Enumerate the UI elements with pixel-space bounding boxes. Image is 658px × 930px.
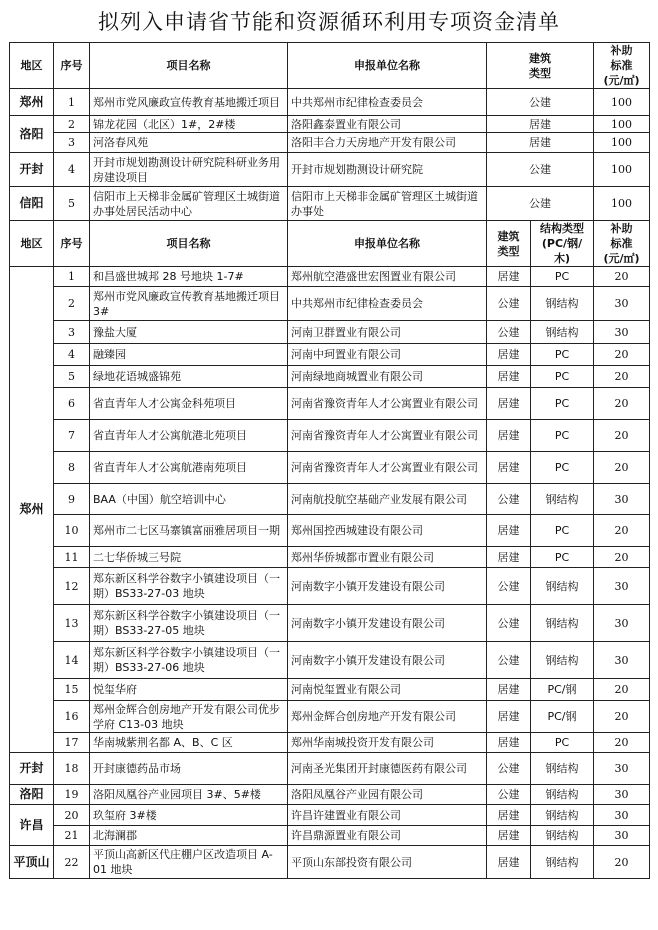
structure-type: PC: [531, 515, 594, 547]
col-header-region: 地区: [10, 43, 54, 89]
unit-name: 中共郑州市纪律检查委员会: [288, 89, 487, 116]
row-no: 20: [54, 805, 90, 826]
project-name: 省直青年人才公寓航港南苑项目: [90, 452, 288, 484]
table-row: [10, 785, 650, 805]
region-cell: 郑州: [10, 267, 54, 753]
unit-name: 河南数字小镇开发建设有限公司: [288, 642, 487, 679]
unit-name: 河南省豫资青年人才公寓置业有限公司: [288, 420, 487, 452]
structure-type: PC: [531, 344, 594, 366]
subsidy-value: 20: [594, 701, 650, 733]
subsidy-value: 20: [594, 452, 650, 484]
col-header-project: 项目名称: [90, 221, 288, 267]
unit-name: 信阳市上天梯非金属矿管理区土城街道办事处: [288, 187, 487, 221]
col-header-project: 项目名称: [90, 43, 288, 89]
subsidy-value: 20: [594, 420, 650, 452]
building-type: 公建: [487, 605, 531, 642]
building-type: 居建: [487, 515, 531, 547]
row-no: 17: [54, 733, 90, 753]
table-row: [10, 733, 650, 753]
building-type: 公建: [487, 484, 531, 515]
structure-type: PC: [531, 366, 594, 388]
subsidy-value: 30: [594, 826, 650, 846]
region-cell: 信阳: [10, 187, 54, 221]
subsidy-value: 20: [594, 366, 650, 388]
project-name: 豫盐大厦: [90, 321, 288, 344]
row-no: 2: [54, 287, 90, 321]
unit-name: 河南中珂置业有限公司: [288, 344, 487, 366]
project-name: 开封市规划勘测设计研究院科研业务用房建设项目: [90, 153, 288, 187]
row-no: 19: [54, 785, 90, 805]
row-no: 16: [54, 701, 90, 733]
table-row: [10, 344, 650, 366]
building-type: 公建: [487, 153, 594, 187]
table-row: [10, 287, 650, 321]
structure-type: PC/钢: [531, 679, 594, 701]
row-no: 5: [54, 366, 90, 388]
subsidy-value: 100: [594, 133, 650, 153]
structure-type: 钢结构: [531, 484, 594, 515]
project-name: 郑州金辉合创房地产开发有限公司优步学府 C13-03 地块: [90, 701, 288, 733]
table-row: [10, 133, 650, 153]
subsidy-value: 20: [594, 388, 650, 420]
unit-name: 许昌许建置业有限公司: [288, 805, 487, 826]
unit-name: 河南航投航空基础产业发展有限公司: [288, 484, 487, 515]
table-row: [10, 388, 650, 420]
unit-name: 郑州航空港盛世宏图置业有限公司: [288, 267, 487, 287]
row-no: 22: [54, 846, 90, 879]
unit-name: 洛阳鑫泰置业有限公司: [288, 116, 487, 133]
project-name: 省直青年人才公寓航港北苑项目: [90, 420, 288, 452]
building-type: 公建: [487, 287, 531, 321]
row-no: 3: [54, 133, 90, 153]
row-no: 15: [54, 679, 90, 701]
building-type: 公建: [487, 89, 594, 116]
table-row: [10, 805, 650, 826]
unit-name: 河南省豫资青年人才公寓置业有限公司: [288, 388, 487, 420]
project-name: 河洛春风苑: [90, 133, 288, 153]
row-no: 21: [54, 826, 90, 846]
table-row: [10, 547, 650, 568]
structure-type: PC: [531, 733, 594, 753]
project-name: 融臻园: [90, 344, 288, 366]
subsidy-value: 20: [594, 846, 650, 879]
structure-type: 钢结构: [531, 605, 594, 642]
unit-name: 河南数字小镇开发建设有限公司: [288, 568, 487, 605]
project-name: 开封康德药品市场: [90, 753, 288, 785]
row-no: 6: [54, 388, 90, 420]
region-cell: 郑州: [10, 89, 54, 116]
project-name: 和昌盛世城邦 28 号地块 1-7#: [90, 267, 288, 287]
unit-name: 河南圣光集团开封康德医药有限公司: [288, 753, 487, 785]
subsidy-value: 30: [594, 785, 650, 805]
project-name: 郑州市党风廉政宣传教育基地搬迁项目 3#: [90, 287, 288, 321]
subsidy-value: 20: [594, 515, 650, 547]
row-no: 7: [54, 420, 90, 452]
row-no: 4: [54, 344, 90, 366]
subsidy-value: 100: [594, 116, 650, 133]
project-name: 洛阳凤凰谷产业园项目 3#、5#楼: [90, 785, 288, 805]
project-name: 郑州市二七区马寨镇富丽雅居项目一期: [90, 515, 288, 547]
subsidy-value: 20: [594, 679, 650, 701]
structure-type: 钢结构: [531, 846, 594, 879]
subsidy-value: 20: [594, 547, 650, 568]
building-type: 居建: [487, 388, 531, 420]
row-no: 12: [54, 568, 90, 605]
structure-type: 钢结构: [531, 321, 594, 344]
structure-type: 钢结构: [531, 642, 594, 679]
unit-name: 郑州金辉合创房地产开发有限公司: [288, 701, 487, 733]
building-type: 居建: [487, 420, 531, 452]
unit-name: 平顶山东部投资有限公司: [288, 846, 487, 879]
building-type: 居建: [487, 547, 531, 568]
building-type: 公建: [487, 642, 531, 679]
table-body: [10, 43, 650, 879]
table-row: [10, 568, 650, 605]
page-title: 拟列入申请省节能和资源循环利用专项资金清单: [98, 10, 560, 34]
subsidy-table: [9, 42, 650, 879]
unit-name: 许昌鼎源置业有限公司: [288, 826, 487, 846]
structure-type: PC: [531, 267, 594, 287]
col-header-type: 建筑 类型: [487, 221, 531, 267]
table-row: [10, 420, 650, 452]
structure-type: PC: [531, 547, 594, 568]
unit-name: 河南绿地商城置业有限公司: [288, 366, 487, 388]
unit-name: 河南数字小镇开发建设有限公司: [288, 605, 487, 642]
structure-type: 钢结构: [531, 753, 594, 785]
row-no: 10: [54, 515, 90, 547]
structure-type: PC: [531, 452, 594, 484]
building-type: 公建: [487, 321, 531, 344]
building-type: 居建: [487, 826, 531, 846]
region-cell: 洛阳: [10, 116, 54, 153]
row-no: 1: [54, 89, 90, 116]
table-row: [10, 846, 650, 879]
table-row: [10, 605, 650, 642]
building-type: 居建: [487, 344, 531, 366]
subsidy-value: 100: [594, 89, 650, 116]
structure-type: PC/钢: [531, 701, 594, 733]
project-name: 信阳市上天梯非金属矿管理区土城街道办事处居民活动中心: [90, 187, 288, 221]
structure-type: 钢结构: [531, 568, 594, 605]
table-row: [10, 153, 650, 187]
project-name: 锦龙花园（北区）1#，2#楼: [90, 116, 288, 133]
subsidy-value: 20: [594, 344, 650, 366]
building-type: 居建: [487, 733, 531, 753]
col-header-structure: 结构类型 (PC/钢/木): [531, 221, 594, 267]
table1-header-row: [10, 43, 650, 89]
building-type: 居建: [487, 133, 594, 153]
col-header-type: 建筑 类型: [487, 43, 594, 89]
unit-name: 河南省豫资青年人才公寓置业有限公司: [288, 452, 487, 484]
row-no: 8: [54, 452, 90, 484]
building-type: 居建: [487, 116, 594, 133]
table-row: [10, 484, 650, 515]
project-name: 绿地花语城盛锦苑: [90, 366, 288, 388]
building-type: 公建: [487, 785, 531, 805]
subsidy-value: 20: [594, 733, 650, 753]
row-no: 13: [54, 605, 90, 642]
table2-header-row: [10, 221, 650, 267]
region-cell: 洛阳: [10, 785, 54, 805]
subsidy-value: 30: [594, 805, 650, 826]
unit-name: 郑州国控西城建设有限公司: [288, 515, 487, 547]
row-no: 5: [54, 187, 90, 221]
unit-name: 中共郑州市纪律检查委员会: [288, 287, 487, 321]
table-row: [10, 452, 650, 484]
unit-name: 郑州华南城投资开发有限公司: [288, 733, 487, 753]
region-cell: 开封: [10, 153, 54, 187]
project-name: 北海澜郡: [90, 826, 288, 846]
unit-name: 开封市规划勘测设计研究院: [288, 153, 487, 187]
project-name: 二七华侨城三号院: [90, 547, 288, 568]
building-type: 公建: [487, 753, 531, 785]
project-name: 悦玺华府: [90, 679, 288, 701]
structure-type: 钢结构: [531, 805, 594, 826]
building-type: 居建: [487, 679, 531, 701]
structure-type: 钢结构: [531, 785, 594, 805]
row-no: 4: [54, 153, 90, 187]
subsidy-value: 30: [594, 568, 650, 605]
project-name: 郑东新区科学谷数字小镇建设项目（一期）BS33-27-06 地块: [90, 642, 288, 679]
table-row: [10, 701, 650, 733]
region-cell: 许昌: [10, 805, 54, 846]
building-type: 居建: [487, 846, 531, 879]
building-type: 居建: [487, 701, 531, 733]
row-no: 1: [54, 267, 90, 287]
col-header-subsidy: 补助 标准 (元/㎡): [594, 221, 650, 267]
col-header-no: 序号: [54, 43, 90, 89]
building-type: 公建: [487, 568, 531, 605]
project-name: 郑州市党风廉政宣传教育基地搬迁项目: [90, 89, 288, 116]
region-cell: 开封: [10, 753, 54, 785]
building-type: 公建: [487, 187, 594, 221]
table-row: [10, 187, 650, 221]
table-row: [10, 366, 650, 388]
table-row: [10, 515, 650, 547]
unit-name: 河南卫群置业有限公司: [288, 321, 487, 344]
table-row: [10, 642, 650, 679]
row-no: 14: [54, 642, 90, 679]
table-row: [10, 116, 650, 133]
col-header-region: 地区: [10, 221, 54, 267]
project-name: 玖玺府 3#楼: [90, 805, 288, 826]
subsidy-value: 100: [594, 187, 650, 221]
structure-type: 钢结构: [531, 826, 594, 846]
table-row: [10, 753, 650, 785]
col-header-no: 序号: [54, 221, 90, 267]
project-name: 平顶山高新区代庄棚户区改造项目 A-01 地块: [90, 846, 288, 879]
row-no: 9: [54, 484, 90, 515]
table-row: [10, 267, 650, 287]
subsidy-value: 30: [594, 753, 650, 785]
subsidy-value: 30: [594, 287, 650, 321]
col-header-subsidy: 补助 标准 (元/㎡): [594, 43, 650, 89]
table-row: [10, 679, 650, 701]
project-name: BAA（中国）航空培训中心: [90, 484, 288, 515]
project-name: 郑东新区科学谷数字小镇建设项目（一期）BS33-27-05 地块: [90, 605, 288, 642]
unit-name: 洛阳丰合力天房地产开发有限公司: [288, 133, 487, 153]
project-name: 华南城紫荆名都 A、B、C 区: [90, 733, 288, 753]
table-row: [10, 321, 650, 344]
col-header-unit: 申报单位名称: [288, 221, 487, 267]
row-no: 3: [54, 321, 90, 344]
building-type: 居建: [487, 452, 531, 484]
row-no: 18: [54, 753, 90, 785]
building-type: 居建: [487, 366, 531, 388]
project-name: 省直青年人才公寓金科苑项目: [90, 388, 288, 420]
project-name: 郑东新区科学谷数字小镇建设项目（一期）BS33-27-03 地块: [90, 568, 288, 605]
row-no: 2: [54, 116, 90, 133]
row-no: 11: [54, 547, 90, 568]
subsidy-value: 100: [594, 153, 650, 187]
table-row: [10, 826, 650, 846]
building-type: 居建: [487, 267, 531, 287]
unit-name: 郑州华侨城都市置业有限公司: [288, 547, 487, 568]
subsidy-value: 30: [594, 484, 650, 515]
structure-type: 钢结构: [531, 287, 594, 321]
subsidy-value: 20: [594, 267, 650, 287]
table-row: [10, 89, 650, 116]
structure-type: PC: [531, 388, 594, 420]
building-type: 居建: [487, 805, 531, 826]
subsidy-value: 30: [594, 321, 650, 344]
col-header-unit: 申报单位名称: [288, 43, 487, 89]
structure-type: PC: [531, 420, 594, 452]
unit-name: 河南悦玺置业有限公司: [288, 679, 487, 701]
unit-name: 洛阳凤凰谷产业园有限公司: [288, 785, 487, 805]
subsidy-value: 30: [594, 605, 650, 642]
subsidy-value: 30: [594, 642, 650, 679]
region-cell: 平顶山: [10, 846, 54, 879]
